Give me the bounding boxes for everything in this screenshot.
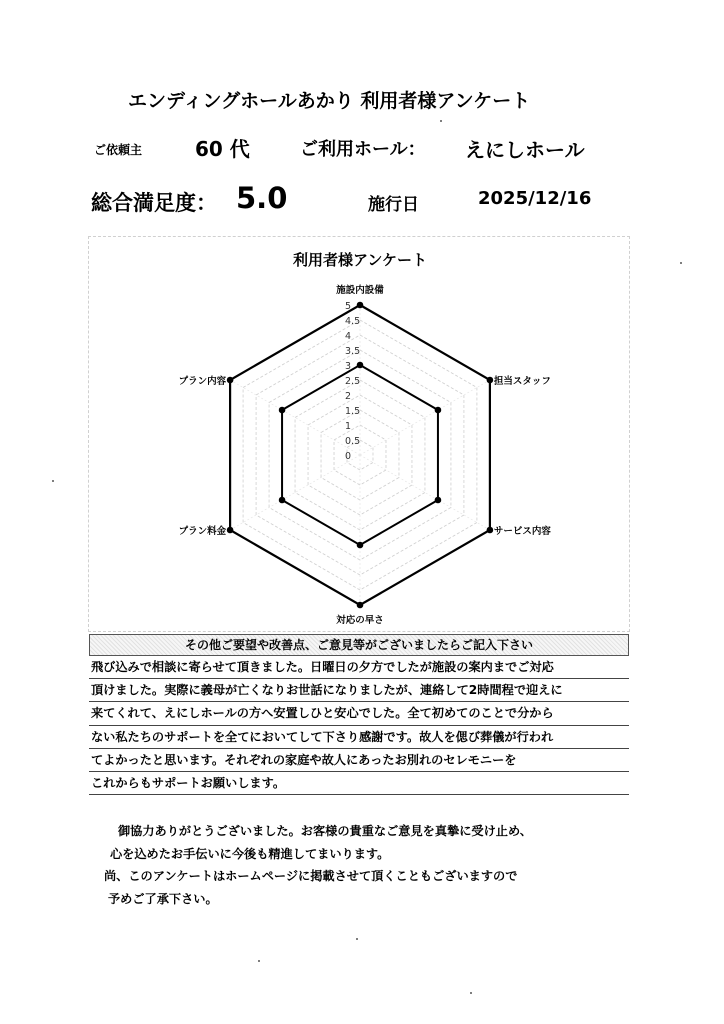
axis-label: 担当スタッフ bbox=[493, 376, 551, 387]
scan-speck bbox=[52, 480, 54, 482]
radar-axis-labels bbox=[179, 284, 552, 626]
tick-label: 1.5 bbox=[345, 406, 361, 417]
scan-speck bbox=[680, 262, 682, 264]
series-point bbox=[487, 527, 494, 534]
comment-line: てよかったと思います。それぞれの家庭や故人にあったお別れのセレモニーを bbox=[89, 749, 629, 772]
satisfaction-label: 総合満足度： bbox=[91, 191, 217, 215]
tick-label: 2.5 bbox=[345, 376, 361, 387]
emphasis-point bbox=[279, 407, 286, 414]
comment-line: ない私たちのサポートを全てにおいてして下さり感謝です。故人を偲び葬儀が行われ bbox=[89, 726, 629, 749]
scan-speck bbox=[356, 938, 358, 940]
tick-label: 5 bbox=[345, 301, 352, 312]
comments-box bbox=[89, 656, 629, 795]
tick-label: 3 bbox=[345, 361, 352, 372]
tick-label: 4 bbox=[345, 331, 352, 342]
axis-label: プラン内容 bbox=[178, 376, 227, 387]
emphasis-point bbox=[279, 497, 286, 504]
radar-chart-frame bbox=[88, 236, 630, 632]
closing-line: 御協力ありがとうございました。お客様の貴重なご意見を真摯に受け止め、 bbox=[118, 824, 532, 838]
closing-line: 心を込めたお手伝いに今後も精進してまいります。 bbox=[110, 846, 390, 861]
series-point bbox=[487, 377, 494, 384]
emphasis-point bbox=[357, 362, 364, 369]
scan-speck bbox=[258, 960, 260, 962]
emphasis-point bbox=[357, 542, 364, 549]
radar-tick-labels bbox=[345, 301, 360, 462]
comment-line: これからもサポートお願いします。 bbox=[89, 772, 629, 795]
comment-line: 飛び込みで相談に寄らせて頂きました。日曜日の夕方でしたが施設の案内までご対応 bbox=[89, 656, 629, 679]
series-point bbox=[357, 602, 364, 609]
document-title: エンディングホールあかり 利用者様アンケート bbox=[128, 90, 531, 112]
axis-label: 施設内設備 bbox=[336, 285, 384, 296]
comment-line: 頂けました。実際に義母が亡くなりお世話になりましたが、連絡して2時間程で迎えに bbox=[89, 679, 629, 702]
emphasis-point bbox=[435, 497, 442, 504]
tick-label: 2 bbox=[345, 391, 352, 402]
tick-label: 0.5 bbox=[345, 436, 361, 447]
radar-chart bbox=[89, 237, 631, 633]
tick-label: 4.5 bbox=[345, 316, 361, 327]
series-point bbox=[227, 527, 234, 534]
satisfaction-score: 5.0 bbox=[236, 181, 288, 215]
service-date: 2025/12/16 bbox=[478, 188, 592, 209]
tick-label: 0 bbox=[345, 451, 352, 462]
tick-label: 1 bbox=[345, 421, 352, 432]
service-date-label: 施行日 bbox=[368, 195, 419, 215]
tick-label: 3.5 bbox=[345, 346, 361, 357]
client-age: 60 代 bbox=[195, 137, 250, 161]
series-point bbox=[357, 302, 364, 309]
hall-label: ご利用ホール： bbox=[300, 139, 426, 160]
hall-name: えにしホール bbox=[465, 138, 585, 162]
closing-message bbox=[104, 820, 532, 910]
closing-line: 予めご了承下さい。 bbox=[108, 891, 218, 906]
scan-speck bbox=[440, 120, 442, 122]
client-label: ご依頼主 bbox=[94, 143, 143, 157]
series-point bbox=[227, 377, 234, 384]
axis-label: サービス内容 bbox=[493, 526, 551, 537]
axis-label: 対応の早さ bbox=[336, 615, 384, 626]
closing-line: 尚、このアンケートはホームページに掲載させて頂くこともございますので bbox=[104, 869, 518, 883]
scan-speck bbox=[470, 992, 472, 994]
axis-label: プラン料金 bbox=[178, 526, 227, 537]
comments-heading: その他ご要望や改善点、ご意見等がございましたらご記入下さい bbox=[89, 634, 629, 656]
chart-title: 利用者様アンケート bbox=[292, 251, 428, 269]
comment-line: 来てくれて、えにしホールの方へ安置しひと安心でした。全て初めてのことで分から bbox=[89, 702, 629, 725]
emphasis-point bbox=[435, 407, 442, 414]
